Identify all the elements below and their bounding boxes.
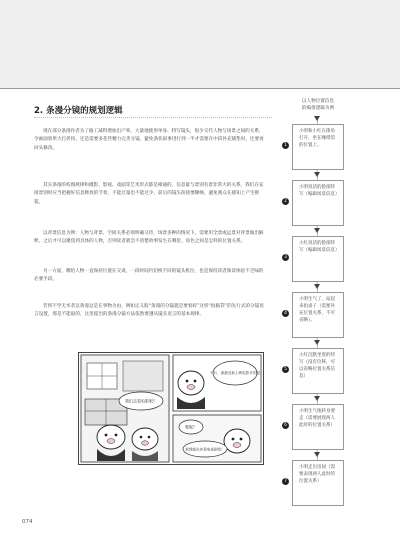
speech-bubble-text: 嗯呢？: [185, 424, 197, 430]
body-paragraph: 其实条漫的构图规律和摄影、影视、戏剧等艺术形式都是相通的。信息量与景别有着非常大的关系，我们在安排景别时应当把握好信息释放的节奏，不能过量也不能过少，前后的镜头衔接要顺畅，避免观众在感知上产生断裂。: [34, 183, 264, 205]
step-number: 2: [282, 198, 289, 205]
flowchart-step: [292, 460, 344, 506]
arrow-down-icon: [314, 116, 320, 121]
step-text: 小红说话的脸部特写（编辑场景信息）: [299, 241, 340, 253]
page-number: 074: [22, 519, 33, 525]
flowchart-title-line: 以人物位置信息: [301, 99, 335, 104]
section-title: 2. 条漫分镜的规划逻辑: [34, 106, 123, 116]
top-banner: [0, 0, 400, 88]
flowchart-step: [292, 292, 344, 338]
step-text: 小明生气了，站起来拍桌子（需要补充位置关系，不可省略）。: [299, 297, 335, 323]
flowchart-step: [292, 348, 344, 394]
arrow-down-icon: [314, 172, 320, 177]
body-paragraph: 以背景信息为例：人物与背景、空间关系必须明确交待，场景多种的情况下，需要用全景或远景对背景做出解释，之后才可以聚焦到具体的人物，否则读者就会不清楚故事发生在哪里、角色之间是怎样的位置关系。: [34, 231, 264, 245]
arrow-down-icon: [314, 228, 320, 233]
flowchart-step: [292, 404, 344, 450]
flowchart-step: [292, 180, 344, 226]
speech-bubble-text: 那我就在家看电视剧吧！: [185, 447, 225, 452]
flowchart-title-line: 的编排逻辑为例: [301, 105, 335, 111]
header-rule: [0, 88, 400, 89]
step-text: 小明生气地转身要走（需要展现两人此时的位置关系）: [299, 409, 335, 428]
step-number: 6: [282, 422, 289, 429]
flowchart-step: [292, 124, 344, 170]
body-paragraph: 若将不学无术者以条漫总是在事物为由，例如定义般“条漫的分镜就是要看碎”这样“拍脑袋”的先行式的分镜语言设置，那是不能取的，这里提出的条漫分镜方法依然要遵从镜头语言的基本规律。: [34, 304, 264, 318]
step-text: 小明说话的脸部特写（编辑场景信息）: [299, 185, 340, 197]
arrow-down-icon: [314, 396, 320, 401]
flowchart-step: [292, 236, 344, 282]
arrow-down-icon: [314, 284, 320, 289]
step-text: 小明和小红在街角打开，坐在咖啡馆的位置上。: [299, 129, 335, 148]
step-number: 4: [282, 310, 289, 317]
flowchart-title: [282, 99, 354, 113]
step-number: 3: [282, 254, 289, 261]
step-text: 小明走出房间（需要表现两人此时的位置关系）: [299, 465, 335, 484]
arrow-down-icon: [314, 452, 320, 457]
arrow-down-icon: [314, 340, 320, 345]
speech-bubble-text: 我们去看电影吧？: [125, 398, 157, 404]
body-paragraph: 现在部分条漫作者为了偷工减料增加出产率，大量地使用单身、特写镜头，很少交代人物与场景之间的关系，令画面效果大打折扣，还是需要多花些精力完善分镜，避免条状叙事进行到一半才需要在中段补充铺垫时，还要再回头修改。: [34, 129, 264, 151]
step-text: 小红沉默坐着的特写（没有位移，可以省略位置关系信息）: [299, 353, 335, 379]
speech-bubble-text: 不行，那最近新上映电影多的是: [209, 371, 261, 375]
title-divider: [34, 117, 272, 118]
step-number: 7: [282, 478, 289, 485]
comic-illustration: [78, 352, 264, 465]
body-paragraph: 另一方面，哪怕人物一直保持位置在交谈，一段时间内切换不同的镜头机位，也是保持读者阅读体验不乏味的必要手段。: [34, 269, 264, 283]
step-number: 5: [282, 366, 289, 373]
step-number: 1: [282, 142, 289, 149]
